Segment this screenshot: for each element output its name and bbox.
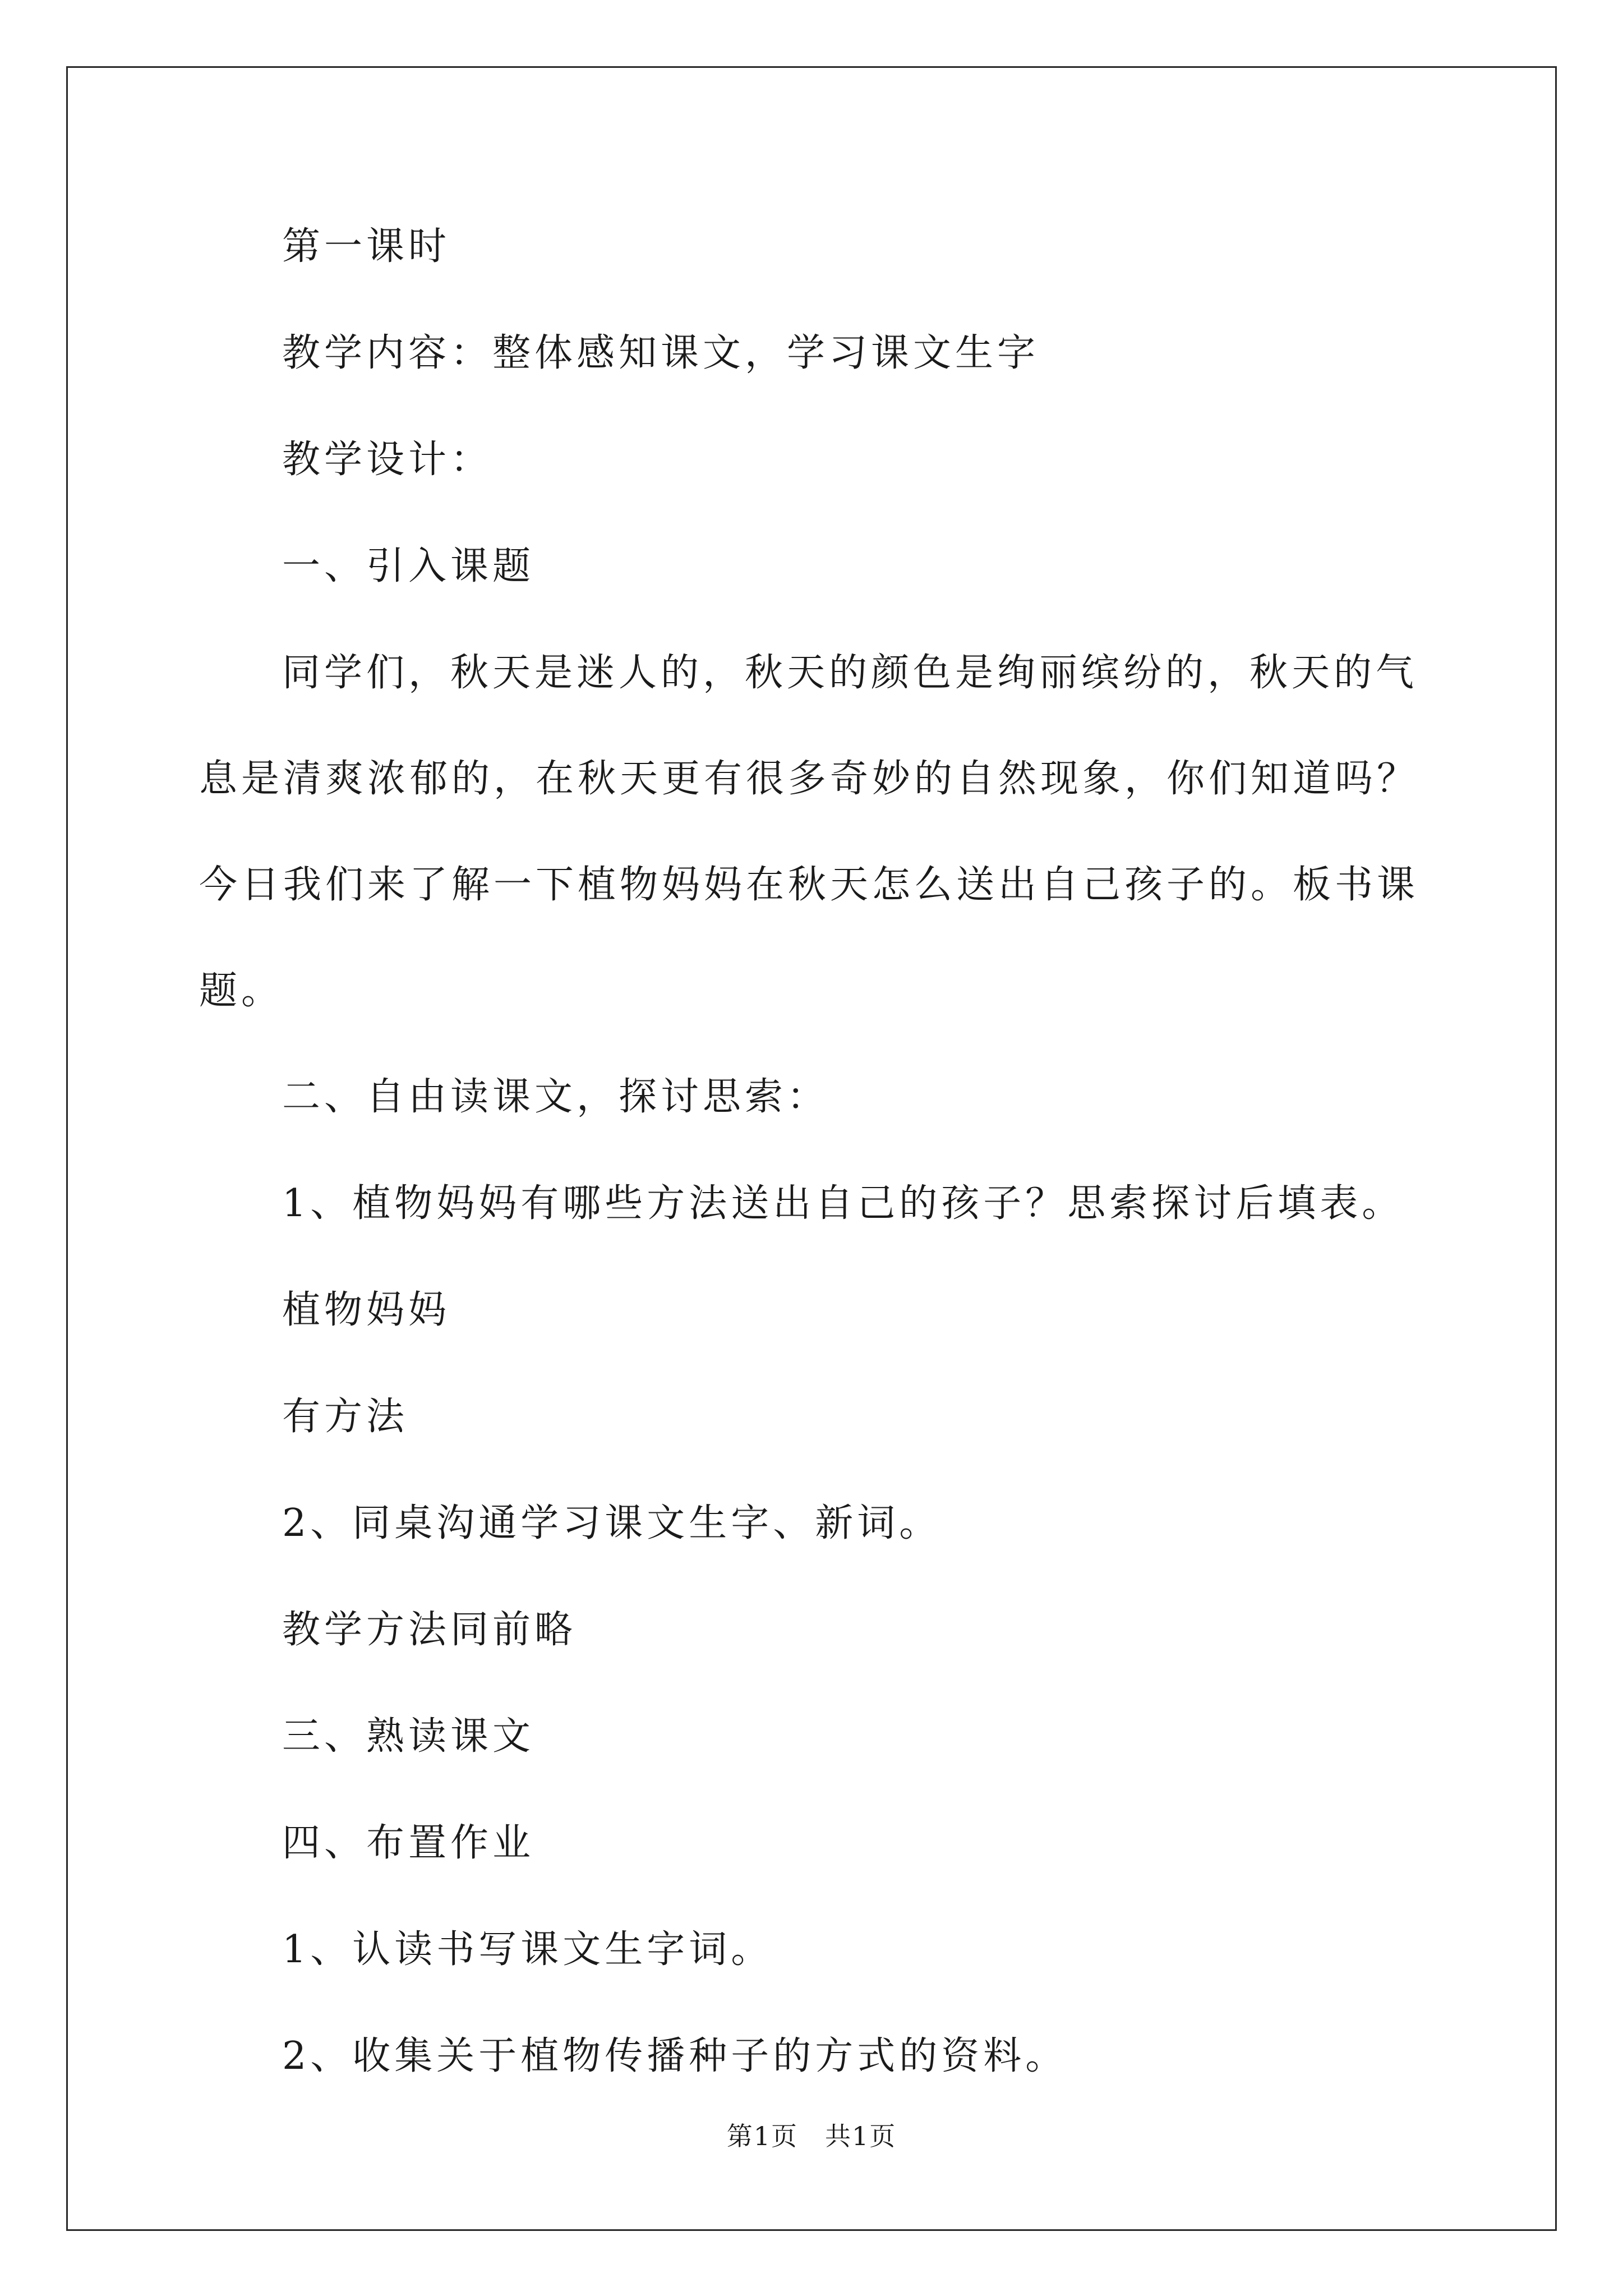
- document-body: [199, 219, 1424, 2085]
- task-item-1: 1、植物妈妈有哪些方法送出自己的孩子？思索探讨后填表。: [282, 1181, 1404, 1226]
- table-label-method: 有方法: [282, 1395, 409, 1439]
- page-footer: [0, 2116, 1623, 2153]
- homework-item-1: 1、认读书写课文生字词。: [282, 1927, 773, 1972]
- method-note: 教学方法同前略: [282, 1608, 577, 1652]
- page-number: 第1页: [726, 2121, 798, 2151]
- lesson-period-heading: 第一课时: [282, 224, 451, 269]
- task-item-2: 2、同桌沟通学习课文生字、新词。: [282, 1501, 942, 1545]
- teaching-content: 教学内容：整体感知课文，学习课文生字: [282, 331, 1040, 375]
- homework-item-2: 2、收集关于植物传播种子的方式的资料。: [282, 2034, 1068, 2078]
- intro-paragraph: 同学们，秋天是迷人的，秋天的颜色是绚丽缤纷的，秋天的气息是清爽浓郁的，在秋天更有很多奇妙的自然现象，你们知道吗？今日我们来了解一下植物妈妈在秋天怎么送出自己孩子的。板书课题。: [199, 651, 1419, 1013]
- section-heading-2: 二、自由读课文，探讨思索：: [282, 1075, 829, 1119]
- section-heading-1: 一、引入课题: [282, 544, 535, 588]
- section-heading-4: 四、布置作业: [282, 1821, 535, 1865]
- table-label-mother: 植物妈妈: [282, 1288, 451, 1332]
- section-heading-3: 三、熟读课文: [282, 1714, 535, 1759]
- page-total: 共1页: [825, 2121, 897, 2151]
- teaching-design-heading: 教学设计：: [282, 438, 493, 482]
